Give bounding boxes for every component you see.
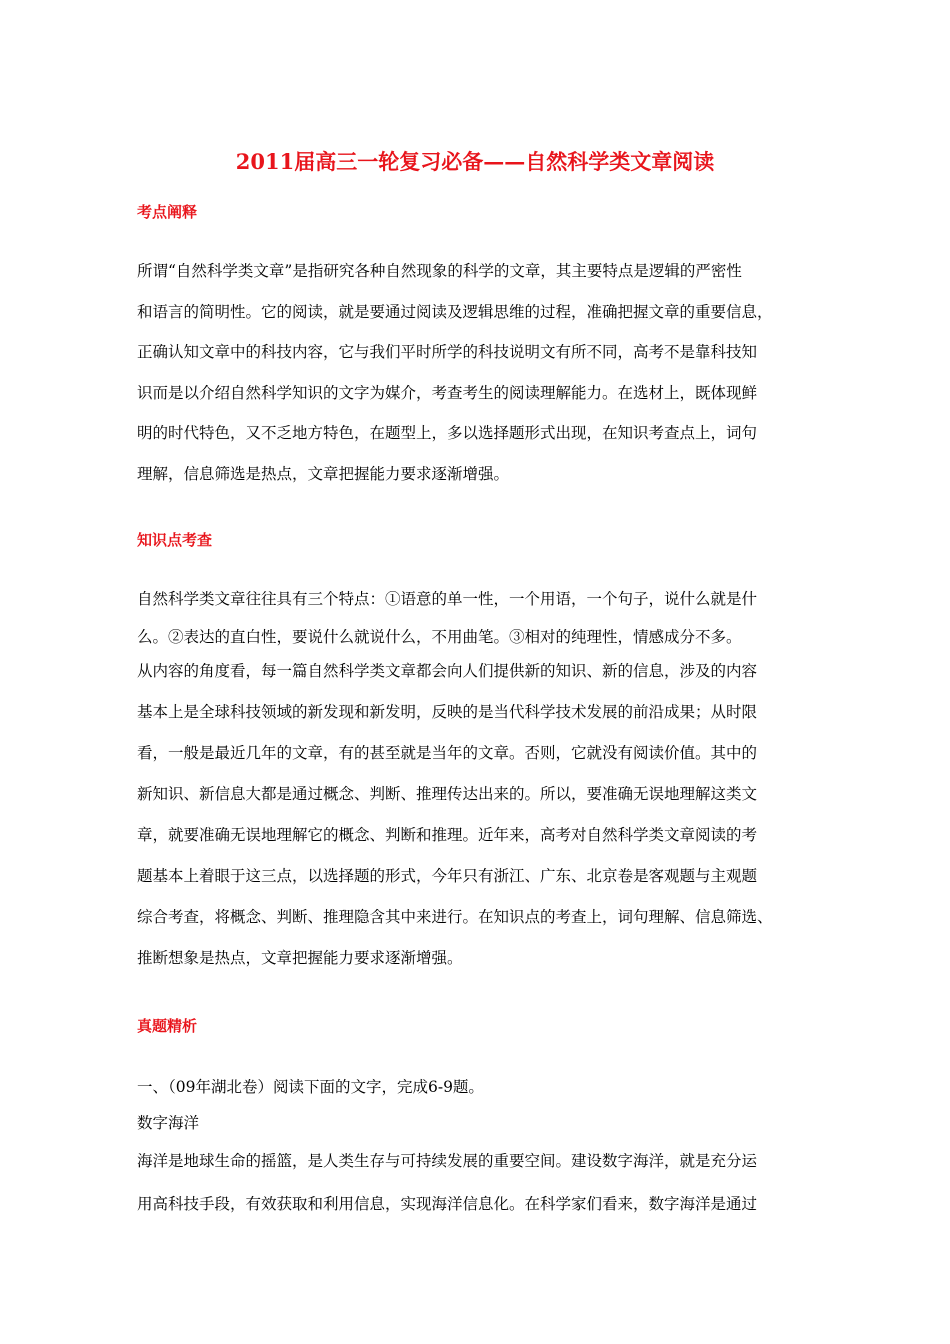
question-intro: 一、（09年湖北卷）阅读下面的文字，完成6-9题。 <box>137 1078 484 1096</box>
text-line: 用高科技手段，有效获取和利用信息，实现海洋信息化。在科学家们看来，数字海洋是通过 <box>137 1195 758 1213</box>
text-line: 题基本上着眼于这三点，以选择题的形式，今年只有浙江、广东、北京卷是客观题与主观题 <box>137 867 758 885</box>
text-line: 和语言的简明性。它的阅读，就是要通过阅读及逻辑思维的过程，准确把握文章的重要信息， <box>137 302 773 321</box>
paragraph-article <box>137 1146 827 1230</box>
text-line: 么。②表达的直白性，要说什么就说什么，不用曲笔。③相对的纯理性，情感成分不多。 <box>137 628 742 646</box>
text-line: 理解，信息筛选是热点，文章把握能力要求逐渐增强。 <box>137 464 510 483</box>
article-title: 数字海洋 <box>137 1114 200 1132</box>
text-line: 识而是以介绍自然科学知识的文字为媒介，考查考生的阅读理解能力。在选材上，既体现鲜 <box>137 383 758 402</box>
paragraph-kaodian <box>137 256 827 499</box>
section-heading-zhenti: 真题精析 <box>137 1017 198 1035</box>
text-line: 所谓“自然科学类文章”是指研究各种自然现象的科学的文章，其主要特点是逻辑的严密性 <box>137 262 742 280</box>
text-line: 明的时代特色，又不乏地方特色，在题型上，多以选择题形式出现，在知识考查点上，词句 <box>137 424 758 442</box>
text-line: 基本上是全球科技领域的新发现和新发明，反映的是当代科学技术发展的前沿成果；从时限 <box>137 703 758 721</box>
paragraph-zhishidian <box>137 584 827 984</box>
text-line: 推断想象是热点，文章把握能力要求逐渐增强。 <box>137 949 463 967</box>
section-heading-zhishidian: 知识点考查 <box>137 531 213 549</box>
text-line: 综合考查，将概念、判断、推理隐含其中来进行。在知识点的考查上，词句理解、信息筛选、 <box>137 908 773 926</box>
text-line: 海洋是地球生命的摇篮，是人类生存与可持续发展的重要空间。建设数字海洋，就是充分运 <box>137 1152 758 1170</box>
section-heading-kaodian: 考点阐释 <box>137 203 198 221</box>
text-line: 新知识、新信息大都是通过概念、判断、推理传达出来的。所以，要准确无误地理解这类文 <box>137 785 758 803</box>
text-line: 自然科学类文章往往具有三个特点：①语意的单一性，一个用语，一个句子，说什么就是什 <box>137 590 758 608</box>
text-line: 正确认知文章中的科技内容，它与我们平时所学的科技说明文有所不同，高考不是靠科技知 <box>137 343 758 361</box>
text-line: 章，就要准确无误地理解它的概念、判断和推理。近年来，高考对自然科学类文章阅读的考 <box>137 826 758 844</box>
text-line: 看，一般是最近几年的文章，有的甚至就是当年的文章。否则，它就没有阅读价值。其中的 <box>137 744 758 762</box>
document-title: 2011届高三一轮复习必备——自然科学类文章阅读 <box>235 149 715 174</box>
text-line: 从内容的角度看，每一篇自然科学类文章都会向人们提供新的知识、新的信息，涉及的内容 <box>137 662 758 680</box>
